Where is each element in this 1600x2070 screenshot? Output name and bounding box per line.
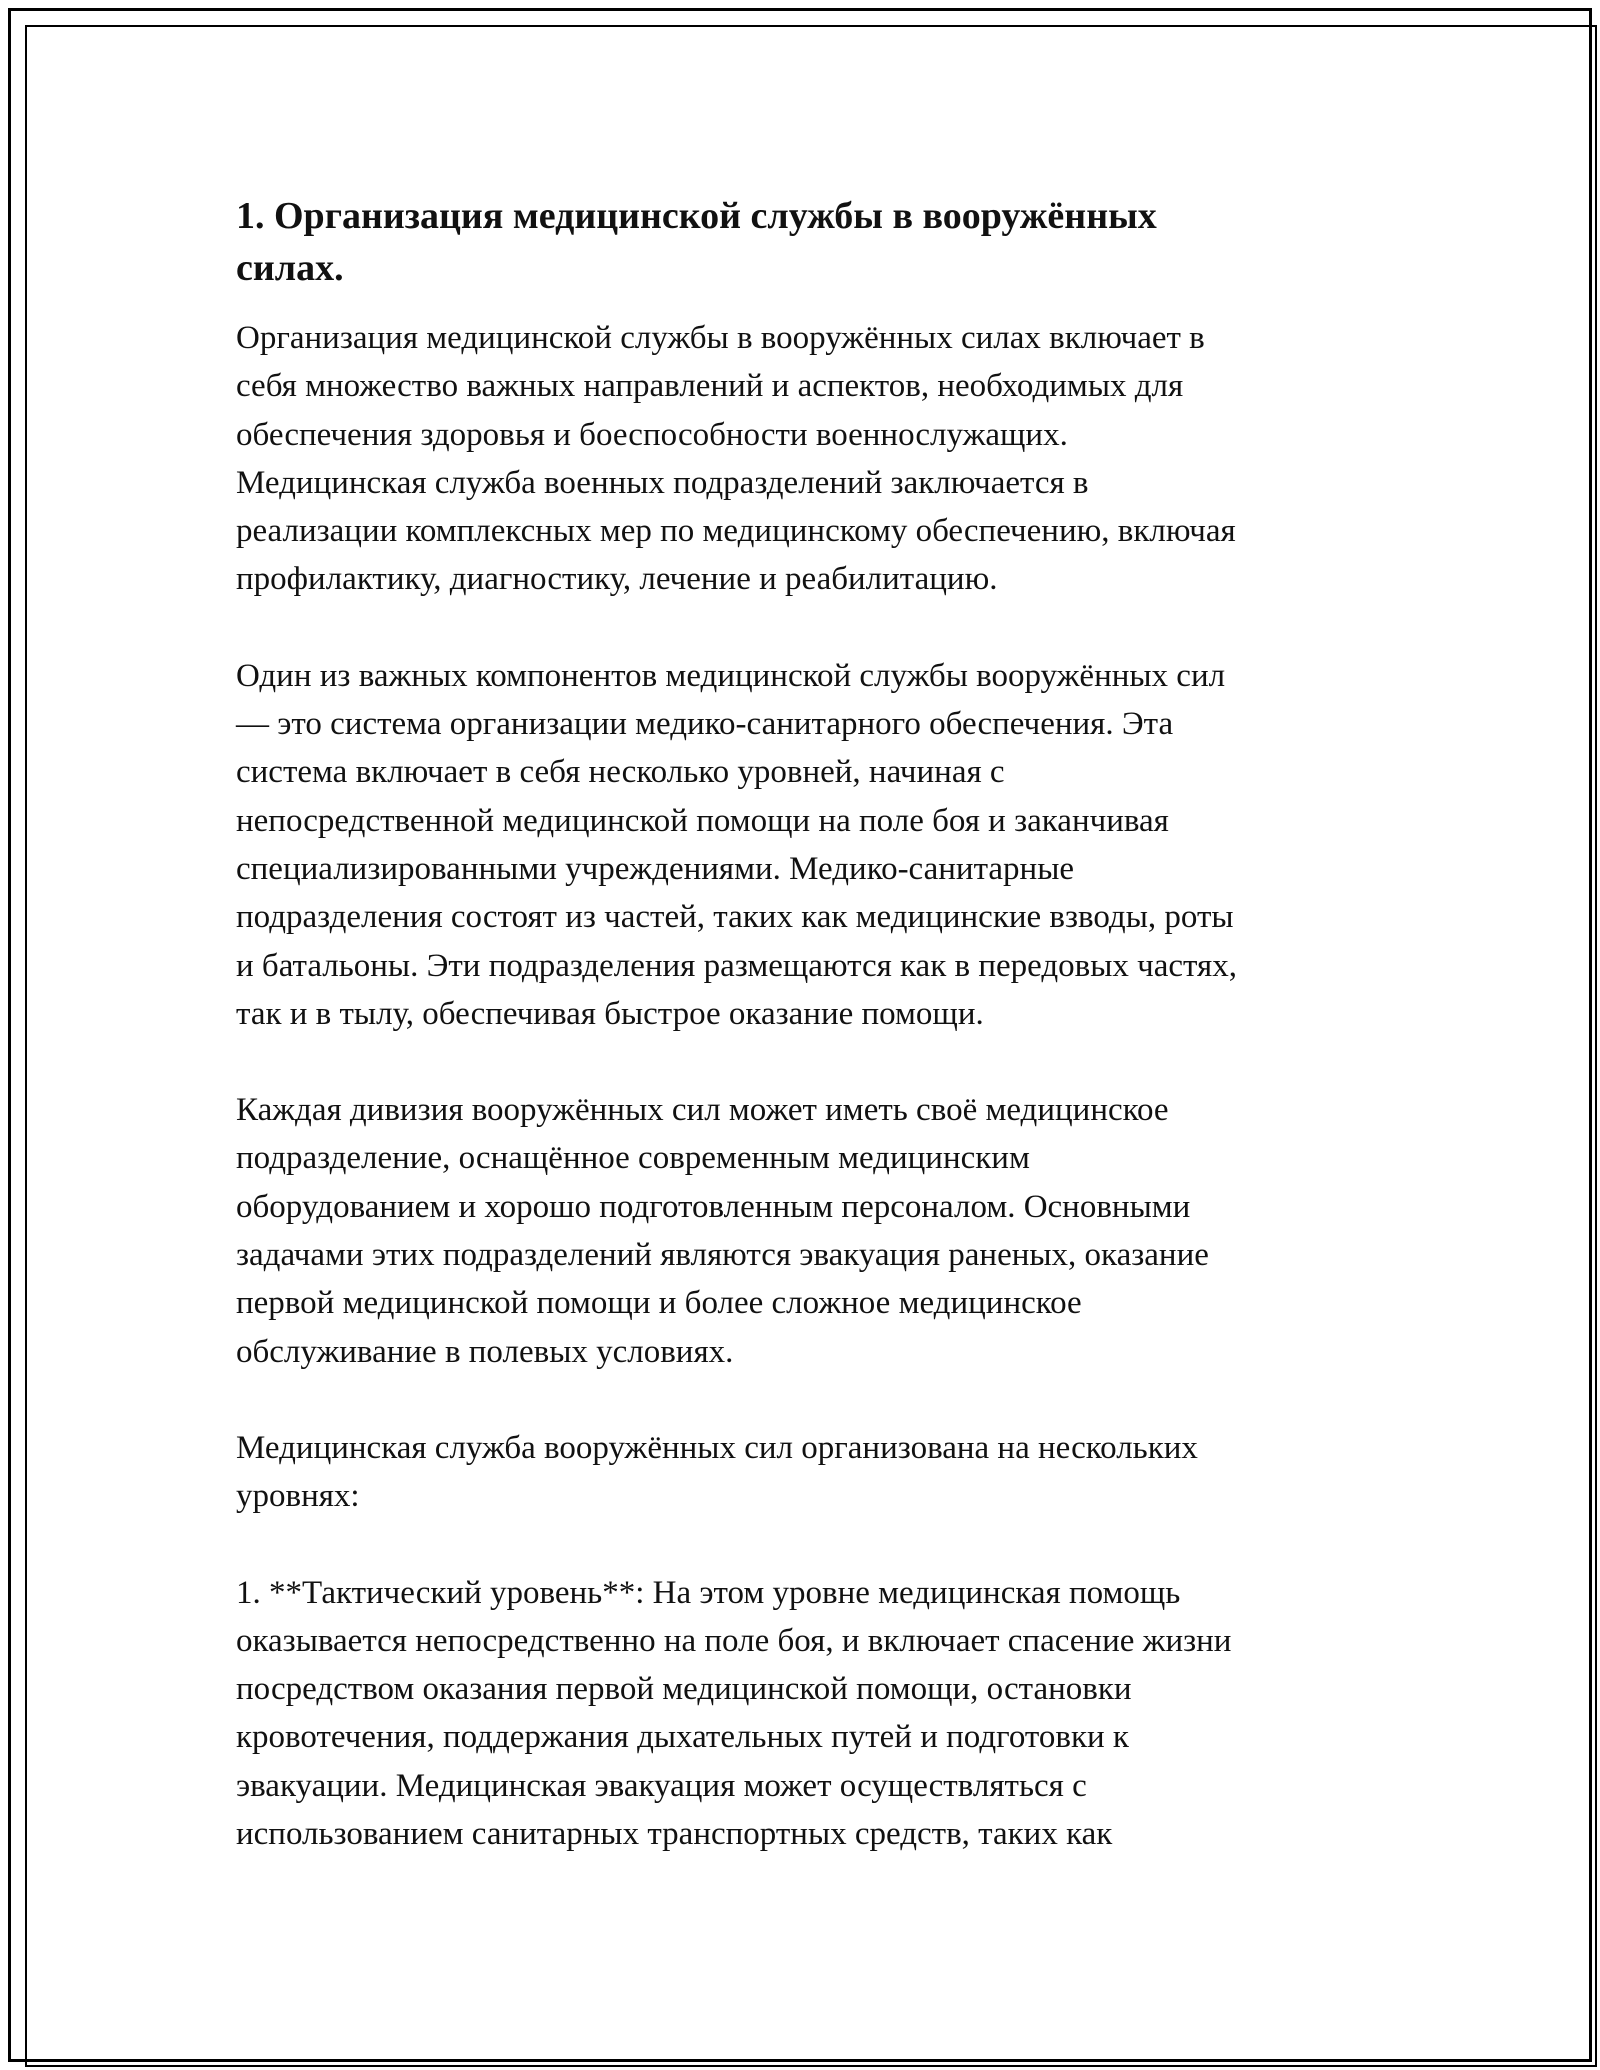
paragraph-intro: Организация медицинской службы в вооружённых силах включает в себя множество важных направлений и аспектов, необходимых для обеспечения здоровья и боеспособности военнослужащих. Медицинская служба военных подразделений заключается в реализации комплексных мер по медицинскому обеспечению, включая профилактику, диагностику, лечение и реабилитацию. [236,320,1236,598]
paragraph-levels-intro: Медицинская служба вооружённых сил организована на нескольких уровнях: [236,1429,1198,1515]
paragraph-tactical-level: 1. **Тактический уровень**: На этом уровне медицинская помощь оказывается непосредственно на поле боя, и включает спасение жизни посредством оказания первой медицинской помощи, остановки кровотечения, поддержания дыхательных путей и подготовки к эвакуации. Медицинская эвакуация может осуществляться с использованием санитарных транспортных средств, таких как [236,1574,1232,1853]
paragraph-medical-sanitary-system: Один из важных компонентов медицинской службы вооружённых сил — это система организации медико-санитарного обеспечения. Эта система включает в себя несколько уровней, начиная с непосредственной медицинской помощи на поле боя и заканчивая специализированными учреждениями. Медико-санитарные подразделения состоят из частей, таких как медицинские взводы, роты и батальоны. Эти подразделения размещаются как в передовых частях, так и в тылу, обеспечивая быстрое оказание помощи. [236,657,1237,1032]
paragraph-division-units: Каждая дивизия вооружённых сил может иметь своё медицинское подразделение, оснащённое современным медицинским оборудованием и хорошо подготовленным персоналом. Основными задачами этих подразделений являются эвакуация раненых, оказание первой медицинской помощи и более сложное медицинское обслуживание в полевых условиях. [236,1092,1209,1370]
document-body [236,190,1366,1906]
document-title: 1. Организация медицинской службы в вооружённых силах. [236,195,1157,289]
